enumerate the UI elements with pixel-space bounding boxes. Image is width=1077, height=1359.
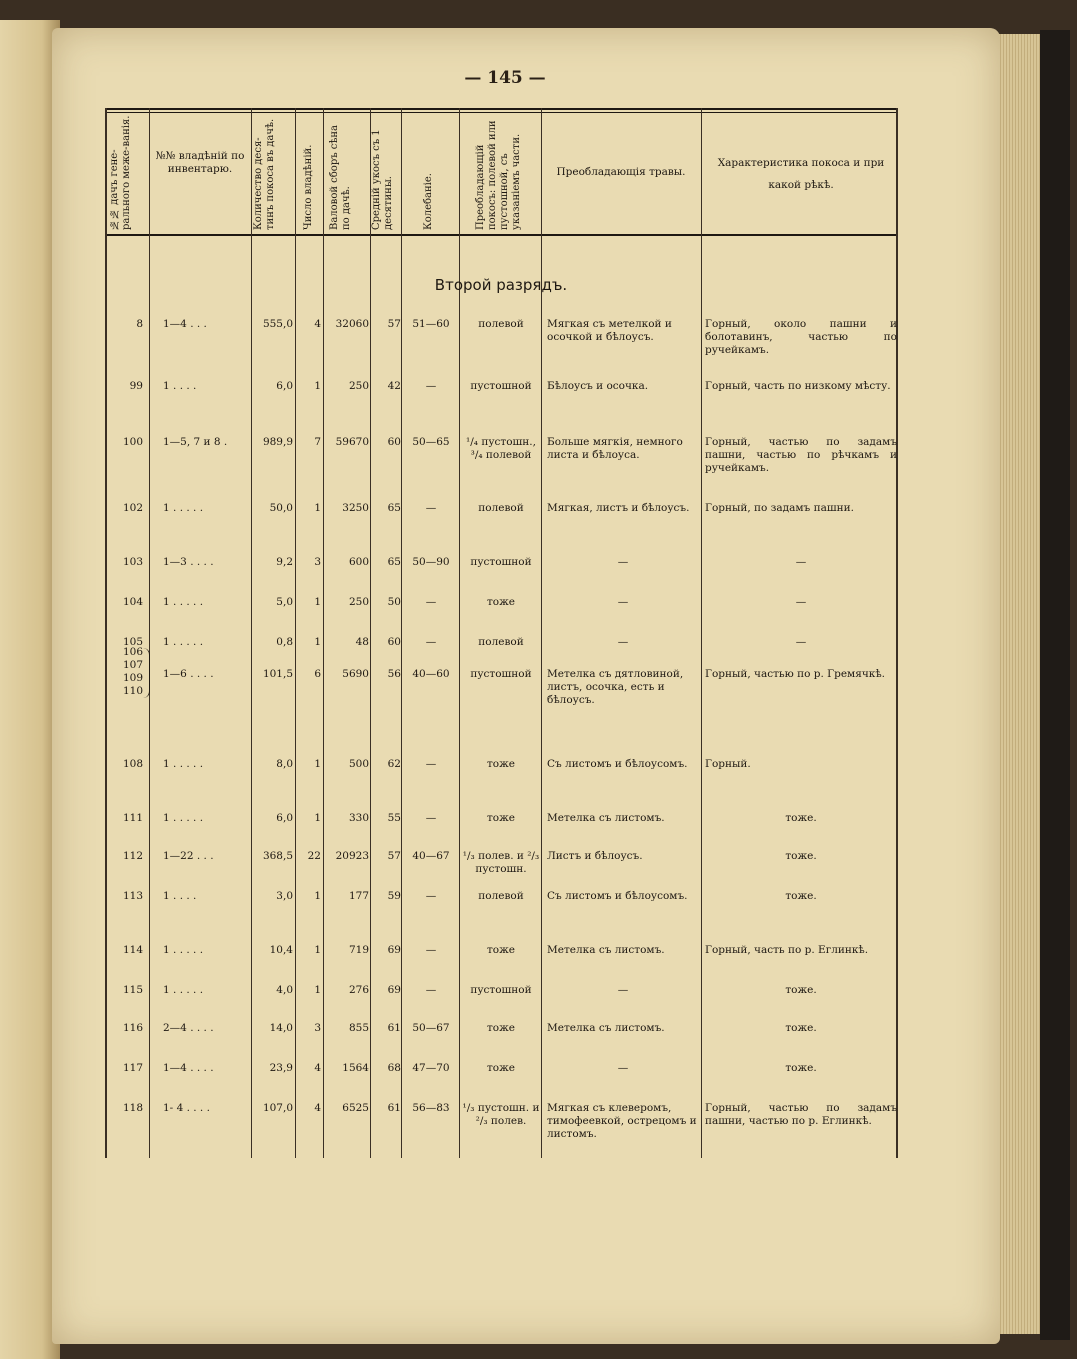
cell-avg: 56 bbox=[387, 668, 401, 680]
cell-avg: 42 bbox=[387, 380, 401, 392]
cell-tot: 600 bbox=[348, 556, 369, 568]
col-divider bbox=[251, 108, 252, 1158]
cell-avg: 50 bbox=[387, 596, 401, 608]
cell-tot: 32060 bbox=[335, 318, 369, 330]
right-border bbox=[896, 108, 898, 1158]
cell-tot: 276 bbox=[348, 984, 369, 996]
cell-area: 9,2 bbox=[276, 556, 293, 568]
cell-typ: тоже bbox=[486, 758, 515, 770]
cell-avg: 55 bbox=[387, 812, 401, 824]
col-divider bbox=[401, 108, 402, 1158]
cell-chr: — bbox=[795, 636, 807, 648]
cell-area: 6,0 bbox=[276, 812, 293, 824]
header-ownership-no: №№ владѣній по инвентарю. bbox=[155, 150, 245, 175]
cell-tot: 48 bbox=[355, 636, 369, 648]
cell-flu: — bbox=[425, 890, 437, 902]
cell-own: 1- 4 . . . . bbox=[163, 1102, 210, 1114]
cell-cnt: 1 bbox=[314, 812, 321, 824]
cell-typ: тоже bbox=[486, 812, 515, 824]
cell-cnt: 1 bbox=[314, 758, 321, 770]
cell-avg: 61 bbox=[387, 1022, 401, 1034]
header-area: Количество деся-тинъ покоса въ дачѣ. bbox=[253, 118, 276, 230]
cell-dacha: 102 bbox=[122, 502, 143, 514]
cell-grs: Метелка съ дятловиной, листъ, осочка, есть и бѣлоусъ. bbox=[547, 668, 684, 706]
cell-own: 1 . . . . bbox=[163, 380, 197, 392]
cell-chr: тоже. bbox=[785, 812, 817, 824]
cell-tot: 3250 bbox=[342, 502, 369, 514]
cell-tot: 20923 bbox=[335, 850, 369, 862]
cell-dacha: 114 bbox=[122, 944, 143, 956]
cell-avg: 59 bbox=[387, 890, 401, 902]
cell-grs: Листъ и бѣлоусъ. bbox=[547, 850, 643, 862]
cell-typ: тоже bbox=[486, 944, 515, 956]
book-cover bbox=[1040, 30, 1070, 1340]
cell-chr: Горный, частью по задамъ пашни, частью по р. Еглинкѣ. bbox=[705, 1102, 897, 1127]
cell-cnt: 4 bbox=[314, 318, 321, 330]
cell-grs: Бѣлоусъ и осочка. bbox=[547, 380, 649, 392]
header-dacha-no: №№ дачъ гене-рального меже-ванія. bbox=[109, 115, 132, 230]
cell-flu: — bbox=[425, 596, 437, 608]
cell-flu: 50—65 bbox=[412, 436, 450, 448]
cell-area: 6,0 bbox=[276, 380, 293, 392]
cell-grs: — bbox=[617, 984, 629, 996]
hay-yield-table bbox=[105, 108, 897, 1158]
page-number: — 145 — bbox=[464, 68, 546, 88]
cell-tot: 6525 bbox=[342, 1102, 369, 1114]
col-divider bbox=[370, 108, 371, 1158]
cell-dacha: 112 bbox=[122, 850, 143, 862]
cell-own: 2—4 . . . . bbox=[163, 1022, 214, 1034]
cell-own: 1 . . . . . bbox=[163, 502, 204, 514]
cell-flu: 51—60 bbox=[412, 318, 450, 330]
left-page-edge bbox=[0, 20, 60, 1359]
cell-cnt: 1 bbox=[314, 636, 321, 648]
cell-flu: 40—67 bbox=[412, 850, 450, 862]
cell-cnt: 1 bbox=[314, 984, 321, 996]
cell-area: 989,9 bbox=[262, 436, 293, 448]
cell-own: 1 . . . . . bbox=[163, 636, 204, 648]
header-meadow-type: Преобладающій покосъ: полевой или пустошной, съ указаніемъ части. bbox=[475, 120, 522, 230]
cell-grs: Мягкая съ клеверомъ, тимофеевкой, острецомъ и листомъ. bbox=[547, 1102, 697, 1140]
cell-typ: пустошной bbox=[470, 380, 532, 392]
cell-flu: — bbox=[425, 502, 437, 514]
cell-flu: 40—60 bbox=[412, 668, 450, 680]
col-divider bbox=[459, 108, 460, 1158]
cell-cnt: 4 bbox=[314, 1102, 321, 1114]
cell-cnt: 6 bbox=[314, 668, 321, 680]
col-divider bbox=[149, 108, 150, 1158]
section-title: Второй разрядъ. bbox=[434, 276, 568, 294]
cell-grs: — bbox=[617, 556, 629, 568]
header-grasses: Преобладающія травы. bbox=[556, 166, 686, 178]
cell-avg: 65 bbox=[387, 556, 401, 568]
cell-grs: — bbox=[617, 1062, 629, 1074]
table-top-rule bbox=[105, 108, 897, 110]
cell-cnt: 1 bbox=[314, 944, 321, 956]
cell-tot: 5690 bbox=[342, 668, 369, 680]
cell-tot: 177 bbox=[348, 890, 369, 902]
cell-typ: полевой bbox=[478, 890, 524, 902]
cell-area: 50,0 bbox=[269, 502, 293, 514]
cell-own: 1—5, 7 и 8 . bbox=[163, 436, 228, 448]
cell-area: 4,0 bbox=[276, 984, 293, 996]
header-avg-yield: Средній укосъ съ 1 десятины. bbox=[371, 129, 394, 230]
cell-tot: 1564 bbox=[342, 1062, 369, 1074]
cell-own: 1—3 . . . . bbox=[163, 556, 214, 568]
cell-own: 1 . . . . . bbox=[163, 758, 204, 770]
cell-chr: тоже. bbox=[785, 850, 817, 862]
cell-own: 1—6 . . . . bbox=[163, 668, 214, 680]
left-border bbox=[105, 108, 107, 1158]
cell-dacha: 104 bbox=[122, 596, 143, 608]
cell-avg: 69 bbox=[387, 984, 401, 996]
cell-area: 23,9 bbox=[269, 1062, 293, 1074]
cell-grs: Съ листомъ и бѣлоусомъ. bbox=[547, 758, 688, 770]
cell-dacha: 113 bbox=[122, 890, 143, 902]
cell-tot: 330 bbox=[348, 812, 369, 824]
col-divider bbox=[701, 108, 702, 1158]
cell-area: 101,5 bbox=[262, 668, 293, 680]
cell-area: 368,5 bbox=[262, 850, 293, 862]
cell-flu: 47—70 bbox=[412, 1062, 450, 1074]
cell-cnt: 1 bbox=[314, 502, 321, 514]
cell-own: 1 . . . . bbox=[163, 890, 197, 902]
cell-tot: 250 bbox=[348, 596, 369, 608]
cell-typ: тоже bbox=[486, 1022, 515, 1034]
cell-typ: полевой bbox=[478, 502, 524, 514]
col-divider bbox=[541, 108, 542, 1158]
cell-typ: пустошной bbox=[470, 984, 532, 996]
cell-avg: 62 bbox=[387, 758, 401, 770]
cell-grs: Мягкая, листъ и бѣлоусъ. bbox=[547, 502, 690, 514]
cell-avg: 57 bbox=[387, 850, 401, 862]
cell-typ: тоже bbox=[486, 1062, 515, 1074]
cell-chr: Горный. bbox=[705, 758, 751, 770]
cell-flu: 50—67 bbox=[412, 1022, 450, 1034]
cell-own: 1—4 . . . bbox=[163, 318, 207, 330]
cell-dacha: 118 bbox=[122, 1102, 143, 1114]
cell-own: 1 . . . . . bbox=[163, 812, 204, 824]
cell-area: 5,0 bbox=[276, 596, 293, 608]
cell-cnt: 1 bbox=[314, 890, 321, 902]
cell-chr: Горный, около пашни и болотавинъ, частью по ручейкамъ. bbox=[705, 318, 897, 356]
cell-typ: тоже bbox=[486, 596, 515, 608]
cell-grs: Метелка съ листомъ. bbox=[547, 812, 665, 824]
cell-dacha: 8 bbox=[136, 318, 143, 330]
cell-grs: — bbox=[617, 596, 629, 608]
cell-own: 1—4 . . . . bbox=[163, 1062, 214, 1074]
cell-chr: Горный, часть по р. Еглинкѣ. bbox=[705, 944, 869, 956]
cell-own: 1 . . . . . bbox=[163, 596, 204, 608]
cell-chr: Горный, по задамъ пашни. bbox=[705, 502, 854, 514]
cell-area: 8,0 bbox=[276, 758, 293, 770]
cell-area: 14,0 bbox=[269, 1022, 293, 1034]
cell-dacha: 99 bbox=[129, 380, 143, 392]
header-character: Характеристика покоса и при какой рѣкѣ. bbox=[717, 157, 885, 191]
header-fluctuation: Колебаніе. bbox=[423, 173, 434, 230]
cell-flu: 50—90 bbox=[412, 556, 450, 568]
cell-chr: — bbox=[795, 596, 807, 608]
cell-dacha: 115 bbox=[122, 984, 143, 996]
cell-cnt: 1 bbox=[314, 380, 321, 392]
cell-flu: — bbox=[425, 944, 437, 956]
cell-chr: тоже. bbox=[785, 1022, 817, 1034]
cell-dacha: 106 107 109 110 bbox=[122, 646, 143, 697]
cell-cnt: 3 bbox=[314, 1022, 321, 1034]
cell-flu: — bbox=[425, 984, 437, 996]
cell-flu: — bbox=[425, 758, 437, 770]
cell-cnt: 4 bbox=[314, 1062, 321, 1074]
cell-cnt: 3 bbox=[314, 556, 321, 568]
cell-grs: Метелка съ листомъ. bbox=[547, 1022, 665, 1034]
header-bottom-rule bbox=[105, 234, 897, 236]
cell-dacha: 116 bbox=[122, 1022, 143, 1034]
cell-avg: 61 bbox=[387, 1102, 401, 1114]
cell-grs: Метелка съ листомъ. bbox=[547, 944, 665, 956]
cell-flu: — bbox=[425, 636, 437, 648]
cell-tot: 500 bbox=[348, 758, 369, 770]
cell-typ: ¹/₄ пустошн., ³/₄ полевой bbox=[466, 436, 536, 461]
table-top-rule-thin bbox=[105, 112, 897, 113]
cell-grs: Больше мягкія, немного листа и бѣлоуса. bbox=[547, 436, 683, 461]
cell-cnt: 22 bbox=[307, 850, 321, 862]
cell-avg: 60 bbox=[387, 636, 401, 648]
cell-dacha: 105 bbox=[122, 636, 143, 648]
header-total-hay: Валовой сборъ сѣна по дачѣ. bbox=[329, 124, 352, 230]
cell-chr: Горный, частью по задамъ пашни, частью по рѣчкамъ и ручейкамъ. bbox=[705, 436, 897, 474]
cell-typ: полевой bbox=[478, 318, 524, 330]
col-divider bbox=[295, 108, 296, 1158]
cell-tot: 719 bbox=[348, 944, 369, 956]
cell-flu: — bbox=[425, 812, 437, 824]
cell-grs: Мягкая съ метелкой и осочкой и бѣлоусъ. bbox=[547, 318, 672, 343]
cell-grs: — bbox=[617, 636, 629, 648]
cell-chr: Горный, частью по р. Гремячкѣ. bbox=[705, 668, 886, 680]
cell-own: 1—22 . . . bbox=[163, 850, 214, 862]
cell-grs: Съ листомъ и бѣлоусомъ. bbox=[547, 890, 688, 902]
cell-avg: 69 bbox=[387, 944, 401, 956]
cell-chr: тоже. bbox=[785, 1062, 817, 1074]
cell-avg: 57 bbox=[387, 318, 401, 330]
cell-avg: 68 bbox=[387, 1062, 401, 1074]
cell-dacha: 108 bbox=[122, 758, 143, 770]
cell-tot: 855 bbox=[348, 1022, 369, 1034]
cell-typ: пустошной bbox=[470, 668, 532, 680]
cell-typ: полевой bbox=[478, 636, 524, 648]
cell-dacha: 100 bbox=[122, 436, 143, 448]
col-divider bbox=[323, 108, 324, 1158]
cell-typ: ¹/₃ пустошн. и ²/₃ полев. bbox=[462, 1102, 540, 1127]
cell-flu: 56—83 bbox=[412, 1102, 450, 1114]
cell-flu: — bbox=[425, 380, 437, 392]
row-group-brace bbox=[143, 648, 150, 698]
cell-chr: тоже. bbox=[785, 890, 817, 902]
cell-chr: Горный, часть по низкому мѣсту. bbox=[705, 380, 891, 392]
cell-own: 1 . . . . . bbox=[163, 944, 204, 956]
cell-dacha: 111 bbox=[122, 812, 143, 824]
cell-tot: 59670 bbox=[335, 436, 369, 448]
cell-area: 0,8 bbox=[276, 636, 293, 648]
cell-area: 107,0 bbox=[262, 1102, 293, 1114]
cell-avg: 65 bbox=[387, 502, 401, 514]
cell-chr: тоже. bbox=[785, 984, 817, 996]
cell-dacha: 117 bbox=[122, 1062, 143, 1074]
cell-typ: ¹/₃ полев. и ²/₃ пустошн. bbox=[462, 850, 540, 875]
cell-area: 3,0 bbox=[276, 890, 293, 902]
cell-own: 1 . . . . . bbox=[163, 984, 204, 996]
cell-tot: 250 bbox=[348, 380, 369, 392]
cell-cnt: 7 bbox=[314, 436, 321, 448]
header-owners-count: Число владѣній. bbox=[303, 144, 314, 230]
cell-chr: — bbox=[795, 556, 807, 568]
cell-area: 10,4 bbox=[269, 944, 293, 956]
cell-dacha: 103 bbox=[122, 556, 143, 568]
cell-avg: 60 bbox=[387, 436, 401, 448]
cell-cnt: 1 bbox=[314, 596, 321, 608]
cell-area: 555,0 bbox=[262, 318, 293, 330]
cell-typ: пустошной bbox=[470, 556, 532, 568]
